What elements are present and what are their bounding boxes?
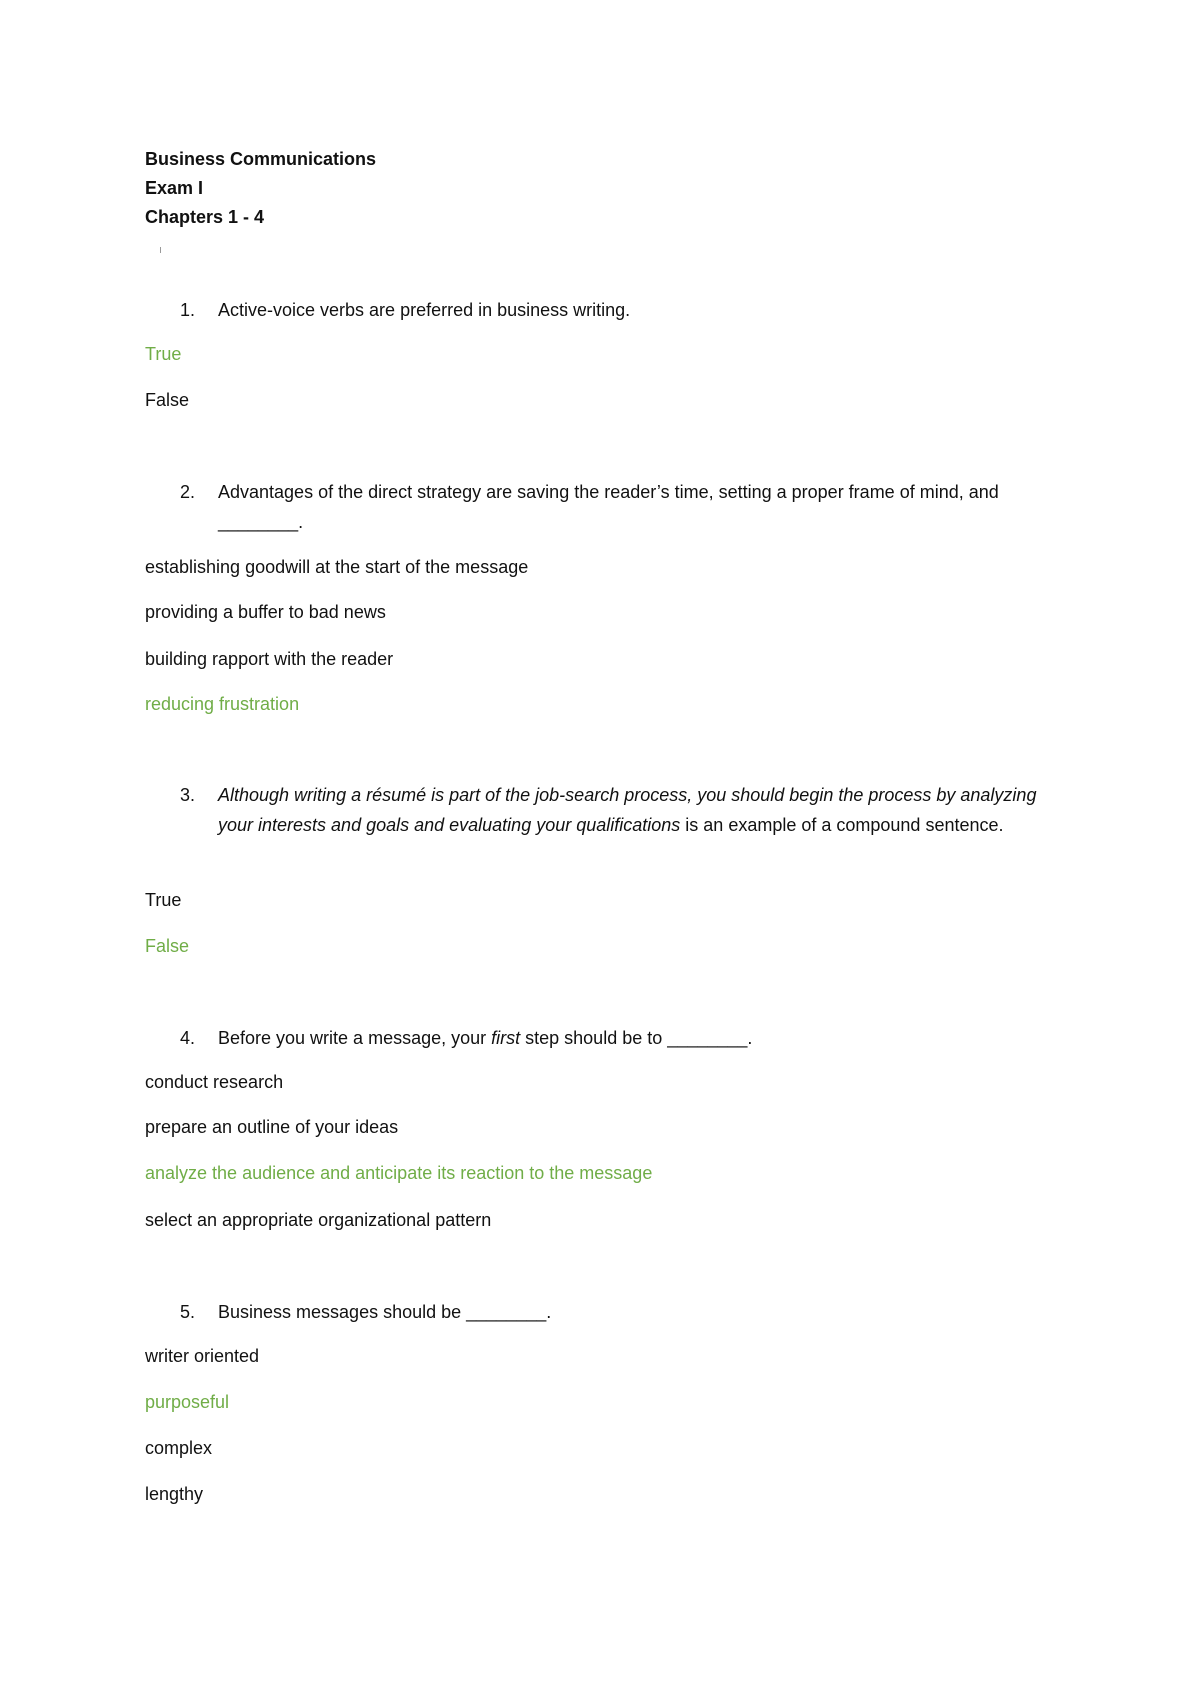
question-2-option-3: building rapport with the reader <box>145 649 394 669</box>
question-3-text <box>218 780 1058 840</box>
question-3-option-true: True <box>145 890 182 910</box>
question-4-option-3: analyze the audience and anticipate its reaction to the message <box>145 1163 653 1183</box>
question-4-text-after: step should be to ________. <box>520 1028 753 1048</box>
question-1-number: 1. <box>180 300 196 320</box>
exam-title: Exam I <box>145 178 204 198</box>
question-5-option-3: complex <box>145 1438 213 1458</box>
question-5-option-2: purposeful <box>145 1392 230 1412</box>
question-4-option-2: prepare an outline of your ideas <box>145 1117 399 1137</box>
question-2-option-1: establishing goodwill at the start of the message <box>145 557 529 577</box>
question-4-italic-text: first <box>491 1028 521 1048</box>
question-2-option-2: providing a buffer to bad news <box>145 602 386 622</box>
question-3-number: 3. <box>180 785 196 805</box>
question-1-option-true: True <box>145 344 182 364</box>
stray-mark <box>160 247 161 253</box>
course-title: Business Communications <box>145 149 377 169</box>
question-4-option-4: select an appropriate organizational pattern <box>145 1210 492 1230</box>
question-2-option-4: reducing frustration <box>145 694 300 714</box>
question-2-text: Advantages of the direct strategy are saving the reader’s time, setting a proper frame of mind, and ________. <box>218 482 999 532</box>
question-2-number: 2. <box>180 482 196 502</box>
question-5-number: 5. <box>180 1302 196 1322</box>
question-5-text: Business messages should be ________. <box>218 1302 552 1322</box>
question-4-option-1: conduct research <box>145 1072 284 1092</box>
question-3-italic-text: Although writing a résumé is part of the job-search process, you should begin the process by analyzing your interests and goals and evaluating your qualifications <box>218 785 1037 835</box>
question-4-text <box>218 1023 1058 1053</box>
question-3-option-false: False <box>145 936 190 956</box>
question-4-text-before: Before you write a message, your <box>218 1028 492 1048</box>
question-1-option-false: False <box>145 390 190 410</box>
question-1-text: Active-voice verbs are preferred in business writing. <box>218 300 631 320</box>
question-5-option-1: writer oriented <box>145 1346 260 1366</box>
question-4-number: 4. <box>180 1028 196 1048</box>
question-5-option-4: lengthy <box>145 1484 204 1504</box>
chapters-title: Chapters 1 - 4 <box>145 207 265 227</box>
question-3-rest-text: is an example of a compound sentence. <box>680 815 1004 835</box>
